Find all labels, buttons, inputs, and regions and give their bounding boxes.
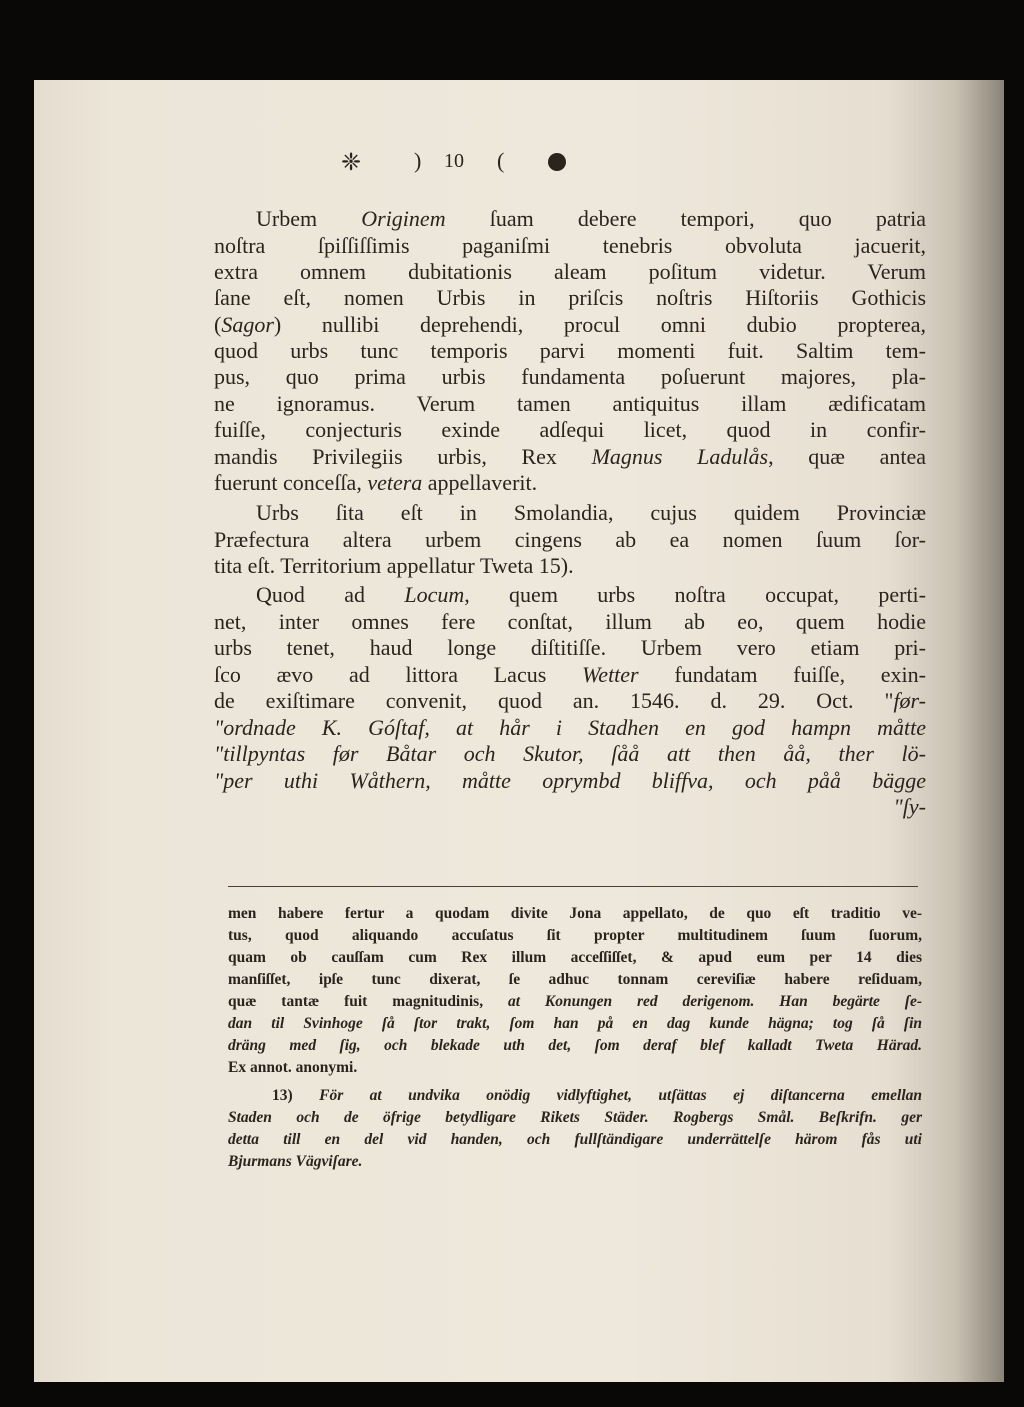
text-run: men habere fertur a quodam divite Jona appellato, de quo eſt traditio ve- bbox=[228, 905, 922, 922]
text-run: manſiſſet, ipſe tunc dixerat, ſe adhuc tonnam cereviſiæ habere reſiduam, bbox=[228, 971, 922, 988]
italic-text: Magnus Ladulås bbox=[591, 444, 769, 469]
header-right-paren: ( bbox=[497, 148, 505, 173]
text-run: ſane eſt, nomen Urbis in priſcis noſtris Hiſtoriis Gothicis bbox=[214, 285, 926, 310]
footnote-line bbox=[228, 947, 922, 968]
italic-text: Staden och de öfrige betydligare Rikets Städer. Rogbergs Smål. Beſkrifn. ger bbox=[228, 1109, 922, 1126]
italic-text: Sagor bbox=[221, 312, 274, 337]
body-line bbox=[256, 206, 926, 232]
header-left-paren: ) bbox=[414, 148, 422, 173]
footnote-line bbox=[228, 903, 922, 924]
italic-text: "ordnade K. Góſtaf, at hår i Stadhen en god hampn måtte bbox=[214, 715, 926, 740]
footnote-line bbox=[228, 925, 922, 946]
footnote-line bbox=[228, 1129, 922, 1150]
body-line bbox=[214, 259, 926, 285]
body-line bbox=[214, 527, 926, 553]
flower-ornament-icon: ❈ bbox=[341, 150, 362, 176]
body-line bbox=[214, 715, 926, 741]
footnote-line bbox=[228, 1107, 922, 1128]
text-run: ne ignoramus. Verum tamen antiquitus illam ædificatam bbox=[214, 391, 926, 416]
text-run: fuerunt conceſſa, bbox=[214, 470, 368, 495]
body-line bbox=[214, 768, 926, 794]
footnote-line bbox=[228, 1151, 922, 1172]
italic-text: "tillpyntas før Båtar och Skutor, ſåå att then åå, ther lö- bbox=[214, 741, 926, 766]
text-run: ) nullibi deprehendi, procul omni dubio propterea, bbox=[273, 312, 926, 337]
italic-text: før- bbox=[893, 688, 926, 713]
footnote-line bbox=[228, 1013, 922, 1034]
text-run: extra omnem dubitationis aleam poſitum videtur. Verum bbox=[214, 259, 926, 284]
text-run: quam ob cauſſam cum Rex illum acceſſiſſet, & apud eum per 14 dies bbox=[228, 949, 922, 966]
italic-text: at Konungen red derigenom. Han begärte ſe- bbox=[507, 993, 922, 1010]
running-header bbox=[0, 148, 1024, 182]
text-run: fuiſſe, conjecturis exinde adſequi licet, quod in confir- bbox=[214, 417, 926, 442]
italic-text: För at undvika onödig vidlyftighet, utſättas ej diſtancerna emellan bbox=[319, 1087, 922, 1104]
body-line bbox=[214, 609, 926, 635]
text-run: Urbs ſita eſt in Smolandia, cujus quidem Provinciæ bbox=[256, 500, 926, 525]
italic-text: Locum bbox=[404, 582, 465, 607]
text-run: de exiſtimare convenit, quod an. 1546. d. 29. Oct. " bbox=[214, 688, 894, 713]
body-line bbox=[214, 662, 926, 688]
body-line bbox=[214, 553, 926, 579]
text-run: 13) bbox=[272, 1087, 320, 1104]
footnote-line bbox=[228, 969, 922, 990]
page-number: 10 bbox=[444, 150, 464, 172]
footnote-line bbox=[272, 1085, 922, 1106]
text-run: fundatam fuiſſe, exin- bbox=[638, 662, 926, 687]
body-line bbox=[256, 500, 926, 526]
footnote-line bbox=[228, 1057, 922, 1078]
body-line bbox=[214, 391, 926, 417]
body-line bbox=[214, 635, 926, 661]
text-run: mandis Privilegiis urbis, Rex bbox=[214, 444, 592, 469]
body-line bbox=[214, 688, 926, 714]
body-line bbox=[214, 233, 926, 259]
body-line bbox=[214, 444, 926, 470]
text-run: , quem urbs noſtra occupat, perti- bbox=[464, 582, 926, 607]
italic-text: Originem bbox=[361, 206, 446, 231]
text-run: Quod ad bbox=[256, 582, 405, 607]
text-run: net, inter omnes fere conſtat, illum ab eo, quem hodie bbox=[214, 609, 926, 634]
text-run: tus, quod aliquando accuſatus ſit propter multitudinem ſuum ſuorum, bbox=[228, 927, 922, 944]
body-line bbox=[214, 417, 926, 443]
text-run: ( bbox=[214, 312, 222, 337]
text-run: pus, quo prima urbis fundamenta poſuerunt majores, pla- bbox=[214, 364, 926, 389]
text-run: noſtra ſpiſſiſſimis paganiſmi tenebris obvoluta jacuerit, bbox=[214, 233, 926, 258]
text-run: appellaverit. bbox=[422, 470, 538, 495]
text-run: Ex annot. anonymi. bbox=[228, 1059, 358, 1076]
italic-text: dräng med ſig, och blekade uth det, ſom deraf blef kalladt Tweta Härad. bbox=[228, 1037, 922, 1054]
body-line bbox=[214, 285, 926, 311]
text-run: ſuam debere tempori, quo patria bbox=[445, 206, 926, 231]
text-run: Præfectura altera urbem cingens ab ea nomen ſuum ſor- bbox=[214, 527, 926, 552]
italic-text: dan til Svinhoge ſå ſtor trakt, ſom han på en dag kunde hägna; tog ſå ſin bbox=[228, 1015, 922, 1032]
footnote-line bbox=[228, 1035, 922, 1056]
text-run: urbs tenet, haud longe diſtitiſſe. Urbem vero etiam pri- bbox=[214, 635, 926, 660]
text-run: Urbem bbox=[256, 206, 362, 231]
italic-text: detta till en del vid handen, och fullſtändigare underrättelſe härom fås uti bbox=[228, 1131, 922, 1148]
body-line bbox=[214, 312, 926, 338]
italic-text: vetera bbox=[367, 470, 423, 495]
body-line bbox=[214, 364, 926, 390]
body-line bbox=[214, 794, 926, 820]
body-line bbox=[214, 470, 926, 496]
body-line bbox=[214, 741, 926, 767]
text-run: quæ tantæ fuit magnitudinis, bbox=[228, 993, 508, 1010]
text-run: , quæ antea bbox=[768, 444, 926, 469]
body-line bbox=[214, 338, 926, 364]
text-run: quod urbs tunc temporis parvi momenti fuit. Saltim tem- bbox=[214, 338, 926, 363]
body-line bbox=[256, 582, 926, 608]
italic-text: Bjurmans Vägviſare. bbox=[228, 1153, 363, 1170]
italic-text: Wetter bbox=[582, 662, 639, 687]
italic-text: "ſy- bbox=[893, 794, 926, 819]
footnote-line bbox=[228, 991, 922, 1012]
italic-text: "per uthi Wåthern, måtte oprymbd bliffva, och påå bägge bbox=[214, 768, 926, 793]
text-run: ſco ævo ad littora Lacus bbox=[214, 662, 582, 687]
text-run: tita eſt. Territorium appellatur Tweta 15). bbox=[214, 553, 574, 578]
round-ornament-icon bbox=[548, 153, 566, 171]
footnote-rule bbox=[228, 886, 918, 887]
